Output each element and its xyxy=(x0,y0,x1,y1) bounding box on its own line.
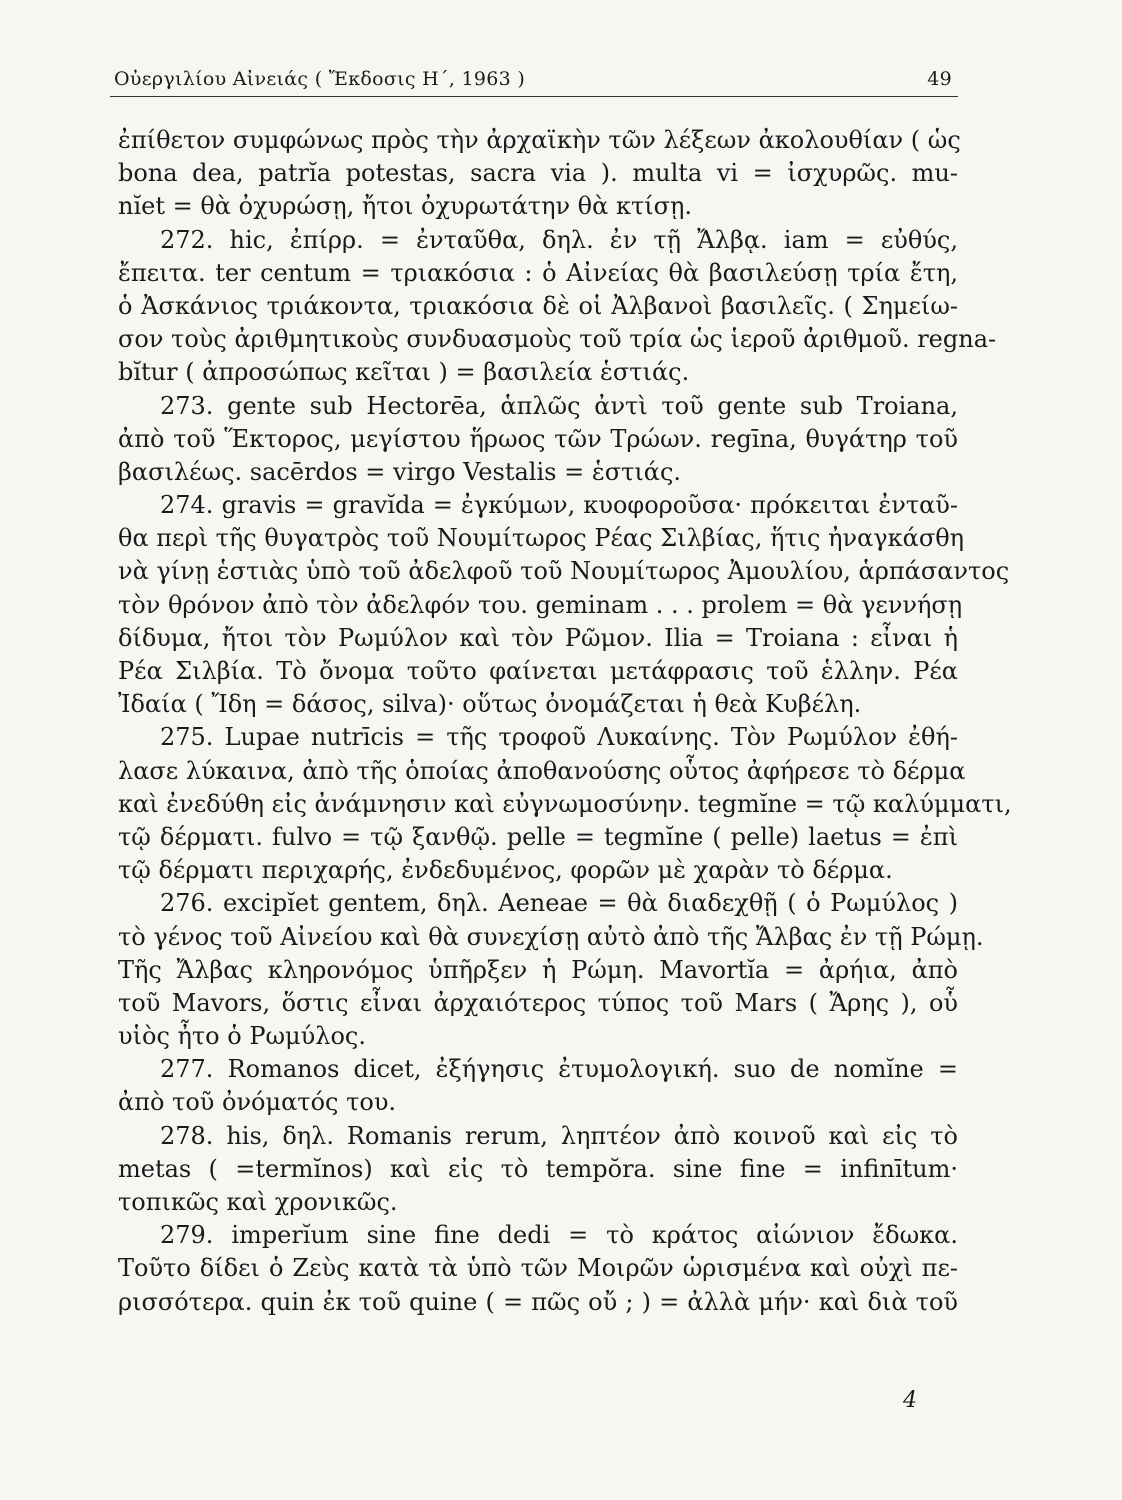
text-line: bona dea, patrĭa potestas, sacra via ). multa vi = ἰσχυρῶς. mu- xyxy=(118,159,958,188)
text-line: τὸν θρόνον ἀπὸ τὸν ἀδελφόν του. geminam . . . prolem = θὰ γεννήσῃ xyxy=(118,590,963,619)
text-line: bĭtur ( ἀπροσώπως κεῖται ) = βασιλεία ἑστιάς. xyxy=(118,358,690,387)
text-line: 275. Lupae nutrīcis = τῆς τροφοῦ Λυκαίνης. Τὸν Ρωμύλον ἐθή- xyxy=(160,723,958,752)
text-line: 276. excipĭet gentem, δηλ. Aeneae = θὰ διαδεχθῇ ( ὁ Ρωμύλος ) xyxy=(160,889,958,918)
page-number: 49 xyxy=(927,68,952,90)
text-line: ρισσότερα. quin ἐκ τοῦ quine ( = πῶς οὔ ; ) = ἀλλὰ μήν· καὶ διὰ τοῦ xyxy=(118,1287,958,1316)
running-head xyxy=(110,66,958,97)
text-line: metas ( =termĭnos) καὶ εἰς τὸ tempŏra. sine fine = infinītum· xyxy=(118,1154,958,1183)
text-line: 273. gente sub Hectorēa, ἁπλῶς ἀντὶ τοῦ gente sub Troiana, xyxy=(160,391,958,420)
text-line: δίδυμα, ἤτοι τὸν Ρωμύλον καὶ τὸν Ρῶμον. Ilia = Troiana : εἶναι ἡ xyxy=(118,623,958,652)
text-line: Ρέα Σιλβία. Τὸ ὄνομα τοῦτο φαίνεται μετάφρασις τοῦ ἑλλην. Ρέα xyxy=(118,657,958,685)
text-line: 274. gravis = gravĭda = ἐγκύμων, κυοφοροῦσα· πρόκειται ἐνταῦ- xyxy=(160,491,958,520)
text-line: 278. his, δηλ. Romanis rerum, ληπτέον ἀπὸ κοινοῦ καὶ εἰς τὸ xyxy=(160,1121,958,1150)
text-line: καὶ ἐνεδύθη εἰς ἀνάμνησιν καὶ εὐγνωμοσύνην. tegmĭne = τῷ καλύμματι, xyxy=(118,789,1012,818)
text-line: Τοῦτο δίδει ὁ Ζεὺς κατὰ τὰ ὑπὸ τῶν Μοιρῶν ὡρισμένα καὶ οὐχὶ πε- xyxy=(118,1254,958,1283)
text-line: τῷ δέρματι. fulvo = τῷ ξανθῷ. pelle = tegmĭne ( pelle) laetus = ἐπὶ xyxy=(118,822,958,851)
text-line: ὁ Ἀσκάνιος τριάκοντα, τριακόσια δὲ οἱ Ἀλβανοὶ βασιλεῖς. ( Σημείω- xyxy=(118,291,958,320)
commentary-text xyxy=(118,124,1012,1319)
text-line: ἔπειτα. ter centum = τριακόσια : ὁ Αἰνείας θὰ βασιλεύσῃ τρία ἔτη, xyxy=(118,258,958,287)
text-line: 279. imperĭum sine fine dedi = τὸ κράτος αἰώνιον ἔδωκα. xyxy=(160,1221,958,1250)
text-line: νὰ γίνῃ ἑστιὰς ὑπὸ τοῦ ἀδελφοῦ τοῦ Νουμίτωρος Ἀμουλίου, ἁρπάσαντος xyxy=(118,557,1010,586)
text-line: θα περὶ τῆς θυγατρὸς τοῦ Νουμίτωρος Ρέας Σιλβίας, ἥτις ἠναγκάσθη xyxy=(118,524,965,553)
text-line: βασιλέως. sacērdos = virgo Vestalis = ἑστιάς. xyxy=(118,457,682,486)
text-line: τὸ γένος τοῦ Αἰνείου καὶ θὰ συνεχίσῃ αὐτὸ ἀπὸ τῆς Ἄλβας ἐν τῇ Ρώμῃ. xyxy=(118,922,984,951)
text-line: λασε λύκαινα, ἀπὸ τῆς ὁποίας ἀποθανούσης οὗτος ἀφήρεσε τὸ δέρμα xyxy=(118,756,966,785)
signature-mark: 4 xyxy=(903,1388,917,1413)
text-line: nĭet = θὰ ὀχυρώσῃ, ἤτοι ὀχυρωτάτην θὰ κτίσῃ. xyxy=(118,192,693,221)
text-line: σον τοὺς ἀριθμητικοὺς συνδυασμοὺς τοῦ τρία ὡς ἱεροῦ ἀριθμοῦ. regna- xyxy=(118,325,997,354)
text-line: τῷ δέρματι περιχαρής, ἐνδεδυμένος, φορῶν μὲ χαρὰν τὸ δέρμα. xyxy=(118,856,893,885)
text-line: ἀπὸ τοῦ Ἕκτορος, μεγίστου ἥρωος τῶν Τρώων. regīna, θυγάτηρ τοῦ xyxy=(118,424,958,453)
text-line: Τῆς Ἄλβας κληρονόμος ὑπῆρξεν ἡ Ρώμη. Mavortĭa = ἀρήια, ἀπὸ xyxy=(118,955,958,984)
running-head-title: Οὐεργιλίου Αἰνειάς ( Ἔκδοσις Η΄, 1963 ) xyxy=(114,68,526,90)
text-line: 272. hic, ἐπίρρ. = ἐνταῦθα, δηλ. ἐν τῇ Ἄλβᾳ. iam = εὐθύς, xyxy=(160,225,958,254)
text-line: 277. Romanos dicet, ἐξήγησις ἐτυμολογική. suo de nomĭne = xyxy=(160,1055,958,1084)
text-line: ἀπὸ τοῦ ὀνόματός του. xyxy=(118,1088,397,1117)
text-line: τοῦ Mavors, ὅστις εἶναι ἀρχαιότερος τύπος τοῦ Mars ( Ἄρης ), οὗ xyxy=(118,988,958,1017)
text-line: υἱὸς ἦτο ὁ Ρωμύλος. xyxy=(118,1022,366,1051)
text-line: ἐπίθετον συμφώνως πρὸς τὴν ἀρχαϊκὴν τῶν λέξεων ἀκολουθίαν ( ὡς xyxy=(118,126,961,154)
text-line: Ἰδαία ( Ἴδη = δάσος, silva)· οὕτως ὀνομάζεται ἡ θεὰ Κυβέλη. xyxy=(118,690,862,719)
text-line: τοπικῶς καὶ χρονικῶς. xyxy=(118,1188,398,1216)
